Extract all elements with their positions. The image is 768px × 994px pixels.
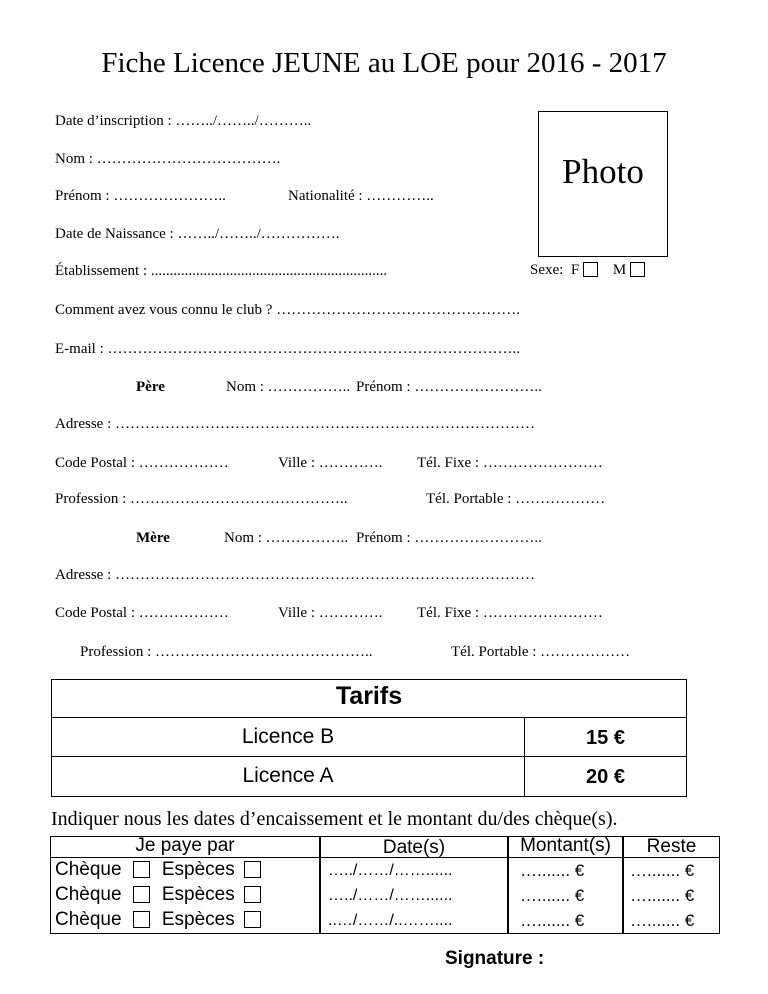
payment-montant[interactable]: …....... € [520,886,585,905]
cheque-checkbox[interactable] [133,911,150,928]
pere-prenom-field[interactable]: Prénom : …………………….. [356,379,542,395]
especes-checkbox[interactable] [244,861,261,878]
sexe-m-label: M [612,262,627,278]
payment-row-method [55,909,261,931]
payment-instructions: Indiquer nous les dates d’encaissement et le montant du/des chèque(s). [51,808,618,830]
payment-reste[interactable]: …....... € [630,886,695,905]
mere-heading: Mère [136,530,170,546]
header-je-paye: Je paye par [135,835,235,856]
mere-code-postal-field[interactable]: Code Postal : ……………… [55,605,229,621]
pere-code-postal-field[interactable]: Code Postal : ……………… [55,455,229,471]
sexe-f-label: F [570,262,580,278]
tarifs-table [51,679,687,797]
payment-date[interactable]: …../……/……...... [328,887,453,904]
pere-profession-field[interactable]: Profession : …………………………………….. [55,491,348,507]
payment-date[interactable]: ..…/……/..…….... [328,912,453,929]
especes-label: Espèces [161,859,235,880]
tarif-price: 15 € [524,718,686,756]
especes-checkbox[interactable] [244,911,261,928]
especes-label: Espèces [161,909,235,930]
header-reste: Reste [646,836,697,857]
mere-tel-portable-field[interactable]: Tél. Portable : ……………… [451,644,631,660]
pere-tel-fixe-field[interactable]: Tél. Fixe : …………………… [417,455,603,471]
etablissement-field[interactable]: Établissement : ............................................................... [55,263,388,279]
nom-field[interactable]: Nom : ………………………………. [55,151,281,167]
email-field[interactable]: E-mail : ……………………………………………………………………….. [55,341,520,357]
mere-nom-field[interactable]: Nom : …………….. [224,530,349,546]
payment-date[interactable]: …../……/……...... [328,862,453,879]
tarif-row [52,756,686,796]
tarif-price: 20 € [524,757,686,796]
pere-nom-field[interactable]: Nom : …………….. [226,379,351,395]
especes-label: Espèces [161,884,235,905]
cheque-checkbox[interactable] [133,861,150,878]
especes-checkbox[interactable] [244,886,261,903]
payment-row-method [55,859,261,881]
tarif-row [52,717,686,756]
sexe-label: Sexe: [530,262,564,278]
pere-heading: Père [136,379,165,395]
payment-table [50,836,722,934]
nationalite-field[interactable]: Nationalité : ………….. [288,188,434,204]
mere-prenom-field[interactable]: Prénom : …………………….. [356,530,542,546]
payment-row-method [55,884,261,906]
mere-ville-field[interactable]: Ville : …………. [278,605,383,621]
payment-reste[interactable]: …....... € [630,911,695,930]
photo-label: Photo [562,152,644,191]
cheque-checkbox[interactable] [133,886,150,903]
form-title: Fiche Licence JEUNE au LOE pour 2016 - 2017 [101,47,667,79]
sexe-f-checkbox[interactable] [583,262,598,277]
signature-label: Signature : [445,948,545,969]
pere-ville-field[interactable]: Ville : …………. [278,455,383,471]
tarif-name: Licence A [242,764,334,787]
payment-montant[interactable]: …....... € [520,861,585,880]
sexe-selector [530,262,645,279]
tarifs-title: Tarifs [335,682,403,710]
mere-tel-fixe-field[interactable]: Tél. Fixe : …………………… [417,605,603,621]
header-montant: Montant(s) [520,835,611,856]
pere-tel-portable-field[interactable]: Tél. Portable : ……………… [426,491,606,507]
prenom-field[interactable]: Prénom : ………………….. [55,188,226,204]
date-naissance-field[interactable]: Date de Naissance : ……../……../……………. [55,226,340,242]
comment-field[interactable]: Comment avez vous connu le club ? …………………………………………. [55,302,520,318]
pere-adresse-field[interactable]: Adresse : ………………………………………………………………………… [55,416,535,432]
cheque-label: Chèque [55,884,122,905]
payment-montant[interactable]: …....... € [520,911,585,930]
photo-box[interactable] [538,111,668,257]
tarif-name: Licence B [241,725,335,748]
payment-reste[interactable]: …....... € [630,861,695,880]
header-dates: Date(s) [382,837,446,858]
mere-adresse-field[interactable]: Adresse : ………………………………………………………………………… [55,567,535,583]
date-inscription-field[interactable]: Date d’inscription : ……../……../……….. [55,113,312,129]
cheque-label: Chèque [55,859,122,880]
cheque-label: Chèque [55,909,122,930]
sexe-m-checkbox[interactable] [630,262,645,277]
mere-profession-field[interactable]: Profession : …………………………………….. [80,644,373,660]
